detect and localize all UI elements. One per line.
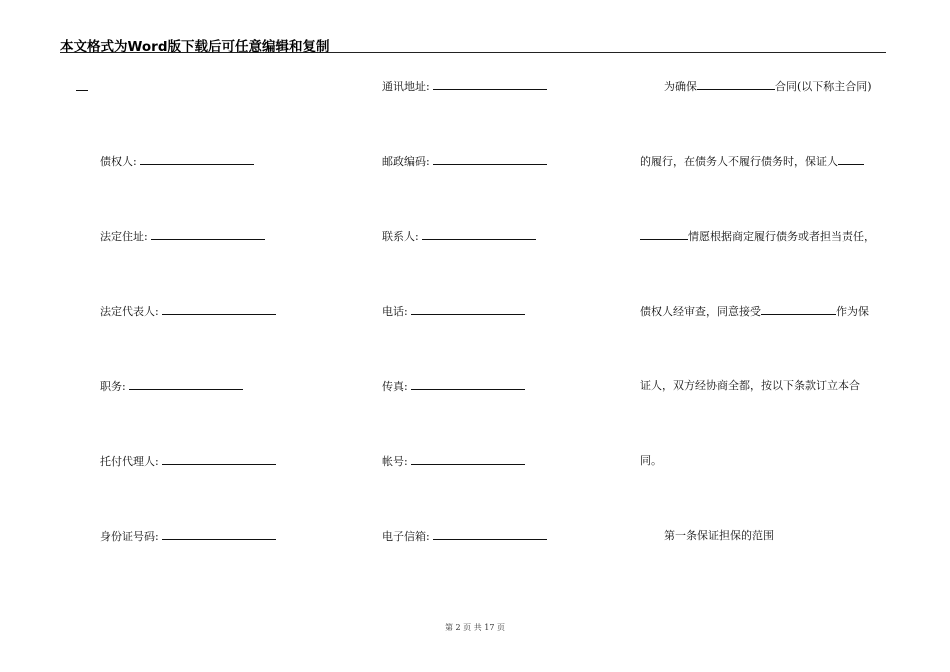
para-line-3 xyxy=(640,229,875,244)
id-number-blank xyxy=(162,529,276,540)
para-line-6 xyxy=(640,454,662,468)
header-divider xyxy=(60,52,886,53)
agent-label: 托付代理人: xyxy=(100,455,159,468)
para-line-6-text: 同。 xyxy=(640,454,662,467)
creditor-blank xyxy=(140,154,254,165)
para-line-1-prefix: 为确保 xyxy=(664,80,697,93)
account-label: 帐号: xyxy=(382,455,408,468)
legal-rep-label: 法定代表人: xyxy=(100,305,159,318)
email-field xyxy=(382,529,547,544)
position-blank xyxy=(129,379,243,390)
address-label: 通讯地址: xyxy=(382,80,430,93)
para-line-1 xyxy=(664,79,872,94)
address-blank xyxy=(433,79,547,90)
para-line-4-prefix: 债权人经审查，同意接受 xyxy=(640,305,761,318)
position-label: 职务: xyxy=(100,380,126,393)
email-blank xyxy=(433,529,547,540)
para-line-5-text: 证人，双方经协商全都，按以下条款订立本合 xyxy=(640,379,860,392)
page-footer: 第 2 页 共 17 页 xyxy=(445,623,505,632)
contact-label: 联系人: xyxy=(382,230,419,243)
legal-address-label: 法定住址: xyxy=(100,230,148,243)
guarantor-blank-2 xyxy=(640,229,688,240)
id-number-field xyxy=(100,529,276,544)
fax-field xyxy=(382,379,525,394)
id-number-label: 身份证号码: xyxy=(100,530,159,543)
contract-name-blank xyxy=(697,79,775,90)
dash-mark xyxy=(76,90,88,91)
legal-address-field xyxy=(100,229,265,244)
para-line-2-text: 的履行，在债务人不履行债务时，保证人 xyxy=(640,155,838,168)
postcode-label: 邮政编码: xyxy=(382,155,430,168)
phone-blank xyxy=(411,304,525,315)
address-field xyxy=(382,79,547,94)
header-title: 本文格式为Word版下载后可任意编辑和复制 xyxy=(60,39,330,55)
guarantor-blank-3 xyxy=(761,304,836,315)
legal-address-blank xyxy=(151,229,265,240)
email-label: 电子信箱: xyxy=(382,530,430,543)
section-title xyxy=(664,529,774,543)
para-line-4 xyxy=(640,304,869,319)
para-line-4-suffix: 作为保 xyxy=(836,305,869,318)
para-line-3-text: 情愿根据商定履行债务或者担当责任， xyxy=(688,230,875,243)
contact-blank xyxy=(422,229,536,240)
agent-field xyxy=(100,454,276,469)
postcode-field xyxy=(382,154,547,169)
contact-field xyxy=(382,229,536,244)
account-blank xyxy=(411,454,525,465)
creditor-label: 债权人: xyxy=(100,155,137,168)
account-field xyxy=(382,454,525,469)
position-field xyxy=(100,379,243,394)
fax-blank xyxy=(411,379,525,390)
para-line-2 xyxy=(640,154,864,169)
agent-blank xyxy=(162,454,276,465)
legal-rep-blank xyxy=(162,304,276,315)
creditor-field xyxy=(100,154,254,169)
section-title-text: 第一条保证担保的范围 xyxy=(664,529,774,542)
para-line-1-suffix: 合同(以下称主合同) xyxy=(775,80,872,93)
guarantor-blank-1 xyxy=(838,154,864,165)
fax-label: 传真: xyxy=(382,380,408,393)
legal-rep-field xyxy=(100,304,276,319)
para-line-5 xyxy=(640,379,860,393)
phone-field xyxy=(382,304,525,319)
postcode-blank xyxy=(433,154,547,165)
phone-label: 电话: xyxy=(382,305,408,318)
